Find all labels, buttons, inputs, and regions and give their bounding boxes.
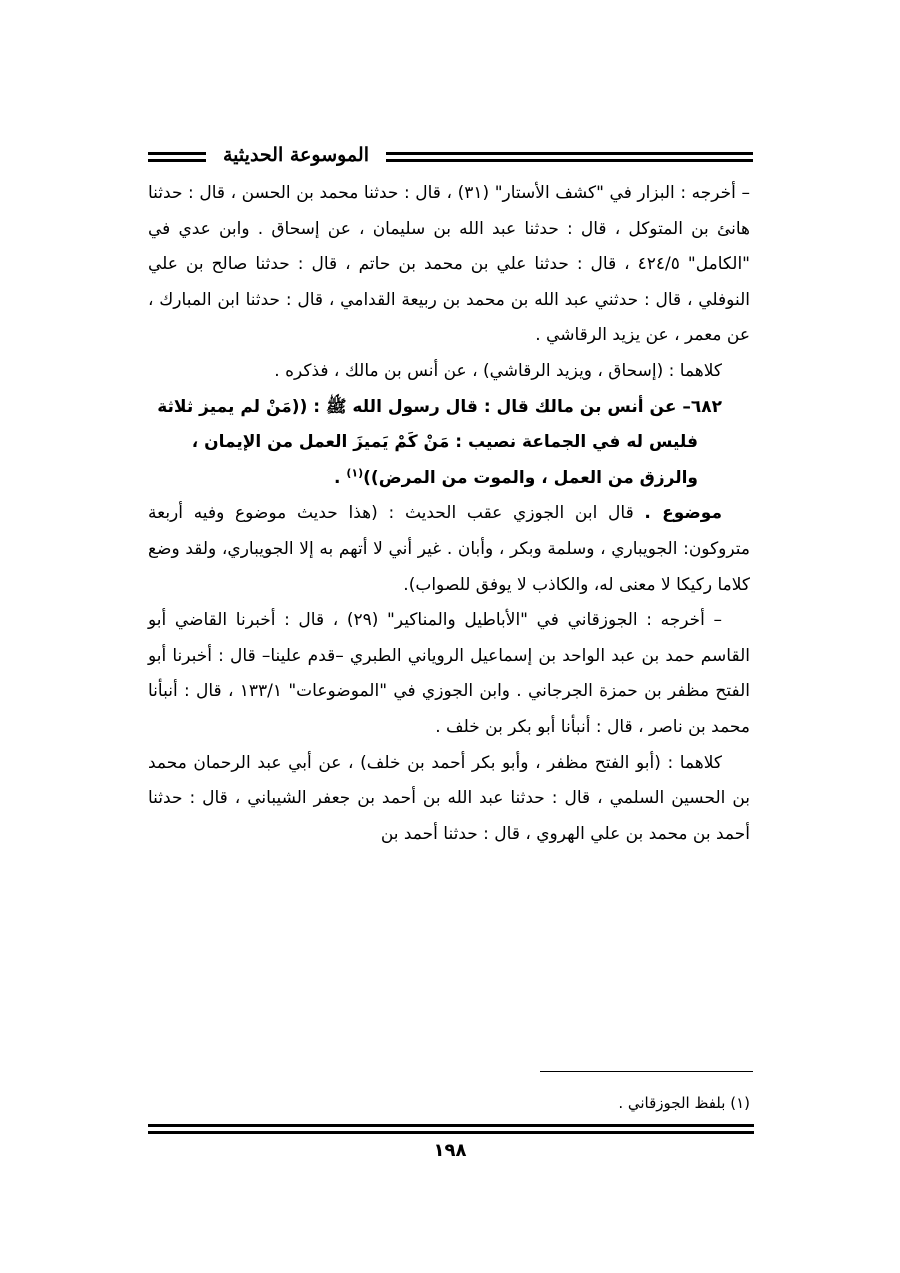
header-rule-right [386, 152, 753, 162]
hadith-line-3-text: والرزق من العمل ، والموت من المرض)) [363, 467, 698, 488]
footnote-marker[interactable]: (١) [346, 466, 364, 480]
hadith-line-3 [148, 461, 750, 497]
ruling-text: قال ابن الجوزي عقب الحديث : (هذا حديث موضوع وفيه أربعة متروكون: الجويباري ، وسلمة وبكر ، وأبان . غير أني لا أتهم به إلا الجويباري، ولقد وضع كلاما ركيكا لا معنى له، والكاذب لا يوفق للصواب). [148, 503, 750, 595]
hadith-line-2: فليس له في الجماعة نصيب : مَنْ كَمْ يَميزَ العمل من الإيمان ، [191, 432, 698, 453]
header-title: الموسوعة الحديثية [223, 144, 369, 166]
footer-rule [148, 1124, 754, 1134]
ruling-paragraph [148, 496, 750, 603]
kilahuma-paragraph-1: كلاهما : (إسحاق ، ويزيد الرقاشي) ، عن أنس بن مالك ، فذكره . [274, 360, 722, 381]
hadith-line-1: ٦٨٢– عن أنس بن مالك قال : قال رسول الله ﷺ : ((مَنْ لم يميز ثلاثة [157, 396, 722, 417]
hadith-line-3-end: . [333, 467, 347, 488]
footnote: (١) بلفظ الجوزقاني . [618, 1094, 750, 1112]
takhrij-paragraph-2: – أخرجه : الجوزقاني في "الأباطيل والمناكير" (٢٩) ، قال : أخبرنا القاضي أبو القاسم حمد بن عبد الواحد بن إسماعيل الروياني الطبري –قدم علينا– قال : أخبرنا أبو الفتح مظفر بن حمزة الجرجاني . وابن الجوزي في "الموضوعات" ١٣٣/١ ، قال : أنبأنا محمد بن ناصر ، قال : أنبأنا أبو بكر بن خلف . [148, 610, 750, 737]
page-number: ١٩٨ [433, 1140, 467, 1161]
kilahuma-paragraph-2: كلاهما : (أبو الفتح مظفر ، وأبو بكر أحمد بن خلف) ، عن أبي عبد الرحمان محمد بن الحسين السلمي ، قال : حدثنا عبد الله بن أحمد بن جعفر الشيباني ، قال : حدثنا أحمد بن محمد بن علي الهروي ، قال : حدثنا أحمد بن [148, 752, 750, 844]
takhrij-paragraph-1: – أخرجه : البزار في "كشف الأستار" (٣١) ، قال : حدثنا محمد بن الحسن ، قال : حدثنا هانئ بن المتوكل ، قال : حدثنا عبد الله بن سليمان ، عن إسحاق . وابن عدي في "الكامل" ٤٢٤/٥ ، قال : حدثنا علي بن محمد بن حاتم ، قال : حدثنا صالح بن علي النوفلي ، قال : حدثني عبد الله بن محمد بن ربيعة القدامي ، قال : حدثنا ابن المبارك ، عن معمر ، عن يزيد الرقاشي . [148, 183, 750, 346]
body-text [148, 176, 750, 852]
header-rule-left [148, 152, 206, 162]
page-header [148, 138, 753, 172]
ruling-label: موضوع . [644, 503, 722, 524]
footnote-separator [540, 1071, 753, 1072]
hadith-682 [148, 390, 750, 497]
